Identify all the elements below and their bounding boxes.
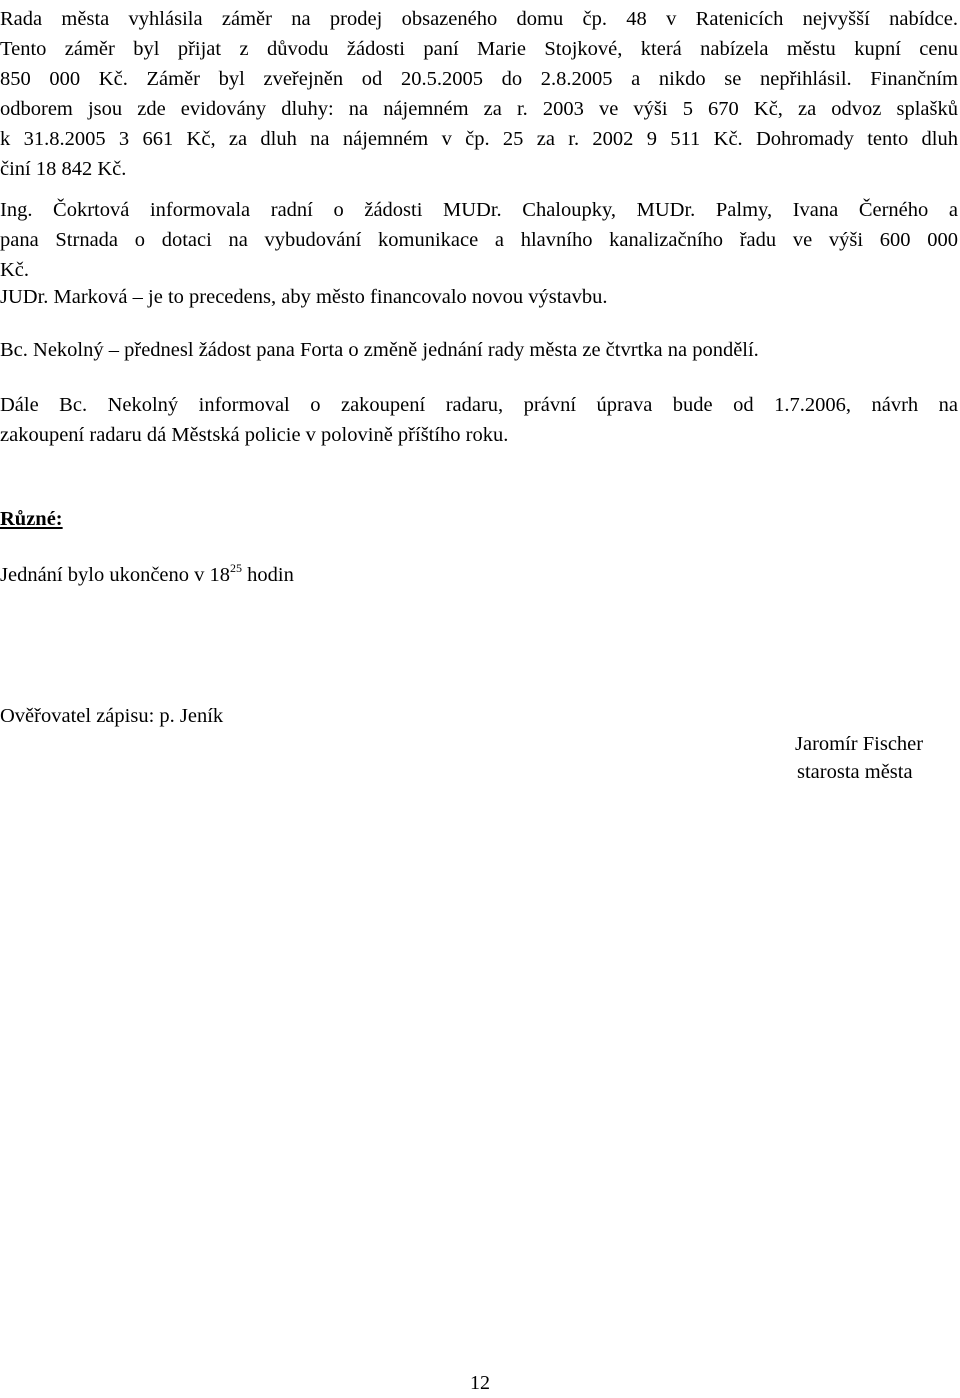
page-number: 12 xyxy=(470,1372,490,1394)
section-heading: Různé: xyxy=(0,508,63,530)
paragraph-subsidy-request xyxy=(0,195,958,285)
meeting-end-note xyxy=(0,560,294,590)
paragraph-line: 850 000 Kč. Záměr byl zveřejněn od 20.5.2005 do 2.8.2005 a nikdo se nepřihlásil. Finančním xyxy=(0,68,958,90)
meeting-end-minutes: 25 xyxy=(230,561,243,575)
minutes-verifier: Ověřovatel zápisu: p. Jeník xyxy=(0,705,224,727)
paragraph-line: činí 18 842 Kč. xyxy=(0,158,127,180)
paragraph-line: pana Strnada o dotaci na vybudování komunikace a hlavního kanalizačního řadu ve výši 600 000 xyxy=(0,229,958,251)
signature-role: starosta města xyxy=(797,761,913,783)
signature-name: Jaromír Fischer xyxy=(795,733,924,755)
paragraph-line: Ing. Čokrtová informovala radní o žádosti MUDr. Chaloupky, MUDr. Palmy, Ivana Černého a xyxy=(0,199,958,221)
meeting-end-suffix: hodin xyxy=(242,564,294,586)
paragraph-line: Rada města vyhlásila záměr na prodej obsazeného domu čp. 48 v Ratenicích nejvyšší nabídce. xyxy=(0,8,958,30)
paragraph-line: Dále Bc. Nekolný informoval o zakoupení radaru, právní úprava bude od 1.7.2006, návrh na xyxy=(0,394,958,416)
paragraph-meeting-day: Bc. Nekolný – přednesl žádost pana Forta o změně jednání rady města ze čtvrtka na pondělí. xyxy=(0,339,759,361)
paragraph-house-sale xyxy=(0,4,958,184)
paragraph-line: Tento záměr byl přijat z důvodu žádosti paní Marie Stojkové, která nabízela městu kupní cenu xyxy=(0,38,958,60)
paragraph-radar xyxy=(0,390,958,450)
paragraph-line: zakoupení radaru dá Městská policie v polovině příštího roku. xyxy=(0,424,509,446)
paragraph-line: k 31.8.2005 3 661 Kč, za dluh na nájemném v čp. 25 za r. 2002 9 511 Kč. Dohromady tento dluh xyxy=(0,128,958,150)
paragraph-line: odborem jsou zde evidovány dluhy: na nájemném za r. 2003 ve výši 5 670 Kč, za odvoz splašků xyxy=(0,98,958,120)
meeting-end-text: Jednání bylo ukončeno v 18 xyxy=(0,564,231,586)
paragraph-line: Kč. xyxy=(0,259,30,281)
paragraph-precedent: JUDr. Marková – je to precedens, aby město financovalo novou výstavbu. xyxy=(0,286,608,308)
